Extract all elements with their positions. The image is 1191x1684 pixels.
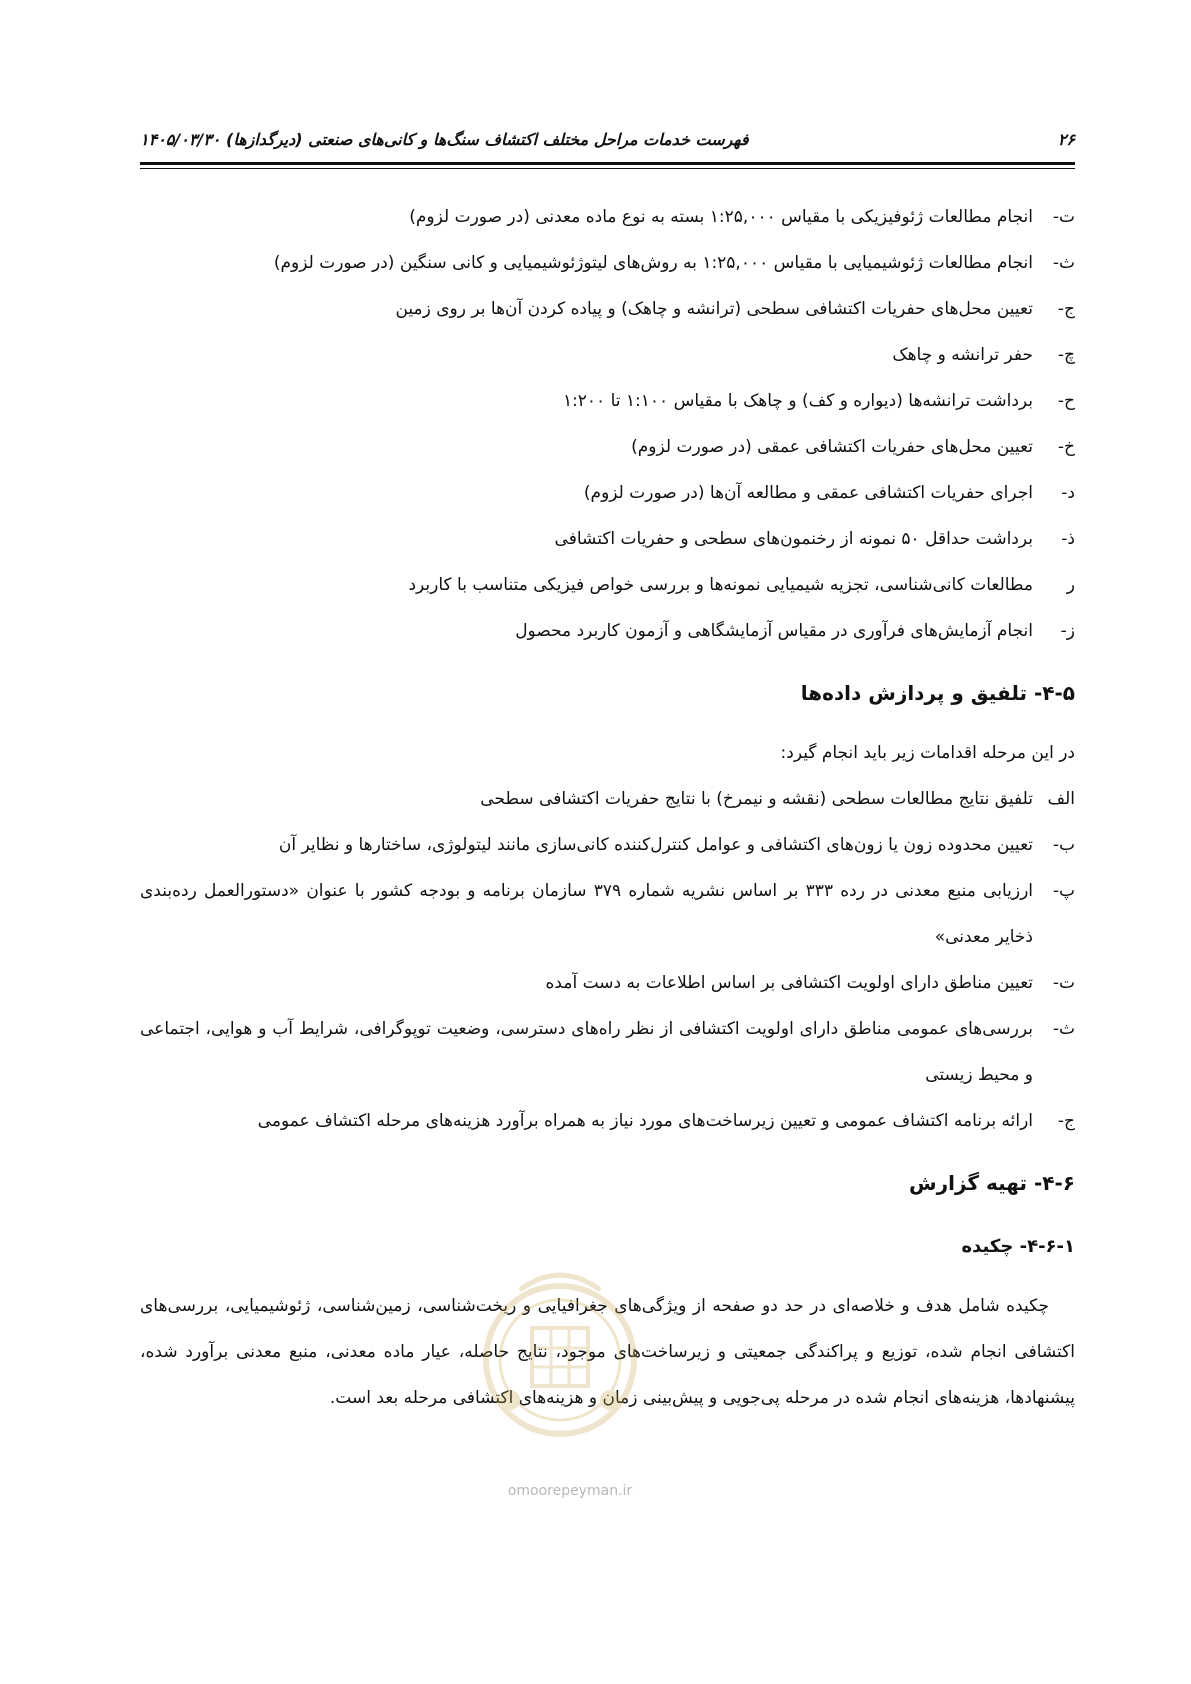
list-marker: ذ-: [1061, 529, 1075, 549]
list-marker: ث-: [1052, 253, 1075, 273]
list-item: [140, 573, 1075, 597]
list-text: برداشت ترانشه‌ها (دیواره و کف) و چاهک با مقیاس ۱:۱۰۰ تا ۱:۲۰۰: [562, 391, 1033, 411]
list-marker: ت-: [1052, 973, 1075, 993]
list-text: اجرای حفریات اکتشافی عمقی و مطالعه آن‌ها (در صورت لزوم): [583, 483, 1033, 503]
list-marker: ج-: [1057, 1111, 1075, 1131]
section-heading: ۴-۵- تلفیق و پردازش داده‌ها: [800, 681, 1075, 705]
list-item: [140, 787, 1075, 811]
list-text: تعیین محل‌های حفریات اکتشافی عمقی (در صورت لزوم): [631, 437, 1033, 457]
section-heading: ۴-۶- تهیه گزارش: [909, 1171, 1075, 1195]
list-item: [140, 833, 1075, 857]
list-text: تعیین محل‌های حفریات اکتشافی سطحی (ترانشه و چاهک) و پیاده کردن آن‌ها بر روی زمین: [395, 299, 1033, 319]
list-item: [140, 389, 1075, 413]
list-text: انجام مطالعات ژئوشیمیایی با مقیاس ۱:۲۵,۰۰۰ به روش‌های لیتوژئوشیمیایی و کانی سنگین (در صورت لزوم): [273, 253, 1033, 273]
list-text: ارائه برنامه اکتشاف عمومی و تعیین زیرساخت‌های مورد نیاز به همراه برآورد هزینه‌های مرحله اکتشاف عمومی: [257, 1111, 1033, 1131]
list-marker: ج-: [1057, 299, 1075, 319]
list-marker: پ-: [1052, 881, 1075, 901]
section-list: [140, 787, 1075, 1133]
page-number: ۲۶: [1057, 130, 1075, 149]
list-marker: چ-: [1057, 345, 1075, 365]
watermark-url: omoorepeyman.ir: [507, 1483, 633, 1499]
header-rule-thin: [140, 168, 1075, 169]
running-title: فهرست خدمات مراحل مختلف اکتشاف سنگ‌ها و کانی‌های صنعتی (دیرگدازها) ۱۴۰۵/۰۳/۳۰: [140, 130, 749, 149]
list-item: [140, 343, 1075, 367]
list-item: [140, 297, 1075, 321]
list-marker: د-: [1061, 483, 1075, 503]
list-text: حفر ترانشه و چاهک: [892, 345, 1033, 365]
list-item: [140, 481, 1075, 505]
list-text: تعیین محدوده زون یا زون‌های اکتشافی و عوامل کنترل‌کننده کانی‌سازی مانند لیتولوژی، ساختارها و نظایر آن: [278, 835, 1033, 855]
header-rule: [140, 162, 1075, 165]
list-text: انجام آزمایش‌های فرآوری در مقیاس آزمایشگاهی و آزمون کاربرد محصول: [515, 621, 1033, 641]
list-item: [140, 205, 1075, 229]
list-marker: الف: [1047, 789, 1075, 809]
abstract-paragraph: چکیده شامل هدف و خلاصه‌ای در حد دو صفحه از ویژگی‌های جغرافیایی و ریخت‌شناسی، زمین‌شناسی، ژئوشیمیایی، بررسی‌های اکتشافی انجام شده، توزیع و پراکندگی جمعیتی و زیرساخت‌های موجود، نتایج حاصله، عیار ماده معدنی، منبع معدنی برآورد شده، پیشنهادها، هزینه‌های انجام شده در مرحله پی‌جویی و پیش‌بینی زمان و هزینه‌های اکتشافی مرحله بعد است.: [140, 1296, 1075, 1408]
list-text: انجام مطالعات ژئوفیزیکی با مقیاس ۱:۲۵,۰۰۰ بسته به نوع ماده معدنی (در صورت لزوم): [409, 207, 1033, 227]
subsection-heading: ۴-۶-۱- چکیده: [961, 1236, 1075, 1257]
list-marker: ت-: [1052, 207, 1075, 227]
list-text: تعیین مناطق دارای اولویت اکتشافی بر اساس اطلاعات به دست آمده: [545, 973, 1033, 993]
list-item: [140, 435, 1075, 459]
list-marker: ث-: [1052, 1019, 1075, 1039]
list-marker: ح-: [1057, 391, 1075, 411]
page-header: [140, 126, 1075, 156]
section-intro: در این مرحله اقدامات زیر باید انجام گیرد:: [780, 743, 1075, 763]
list-text: بررسی‌های عمومی مناطق دارای اولویت اکتشافی از نظر راه‌های دسترسی، وضعیت توپوگرافی، شرایط آب و هوایی، اجتماعی و محیط زیستی: [140, 1019, 1033, 1085]
list-item: [140, 868, 1075, 960]
list-marker: ر: [1066, 575, 1075, 595]
list-item: [140, 619, 1075, 643]
list-text: تلفیق نتایج مطالعات سطحی (نقشه و نیمرخ) با نتایج حفریات اکتشافی سطحی: [480, 789, 1033, 809]
list-item: [140, 1109, 1075, 1133]
list-text: مطالعات کانی‌شناسی، تجزیه شیمیایی نمونه‌ها و بررسی خواص فیزیکی متناسب با کاربرد: [408, 575, 1033, 595]
list-text: برداشت حداقل ۵۰ نمونه از رخنمون‌های سطحی و حفریات اکتشافی: [554, 529, 1033, 549]
list-marker: ب-: [1052, 835, 1075, 855]
list-marker: ز-: [1060, 621, 1075, 641]
list-continued: [140, 205, 1075, 643]
list-item: [140, 527, 1075, 551]
list-item: [140, 971, 1075, 995]
list-text: ارزیابی منبع معدنی در رده ۳۳۳ بر اساس نشریه شماره ۳۷۹ سازمان برنامه و بودجه کشور با عنوان «دستورالعمل رده‌بندی ذخایر معدنی»: [140, 881, 1034, 947]
list-item: [140, 251, 1075, 275]
list-item: [140, 1006, 1075, 1098]
list-marker: خ-: [1057, 437, 1075, 457]
main-content: [140, 205, 1075, 1421]
